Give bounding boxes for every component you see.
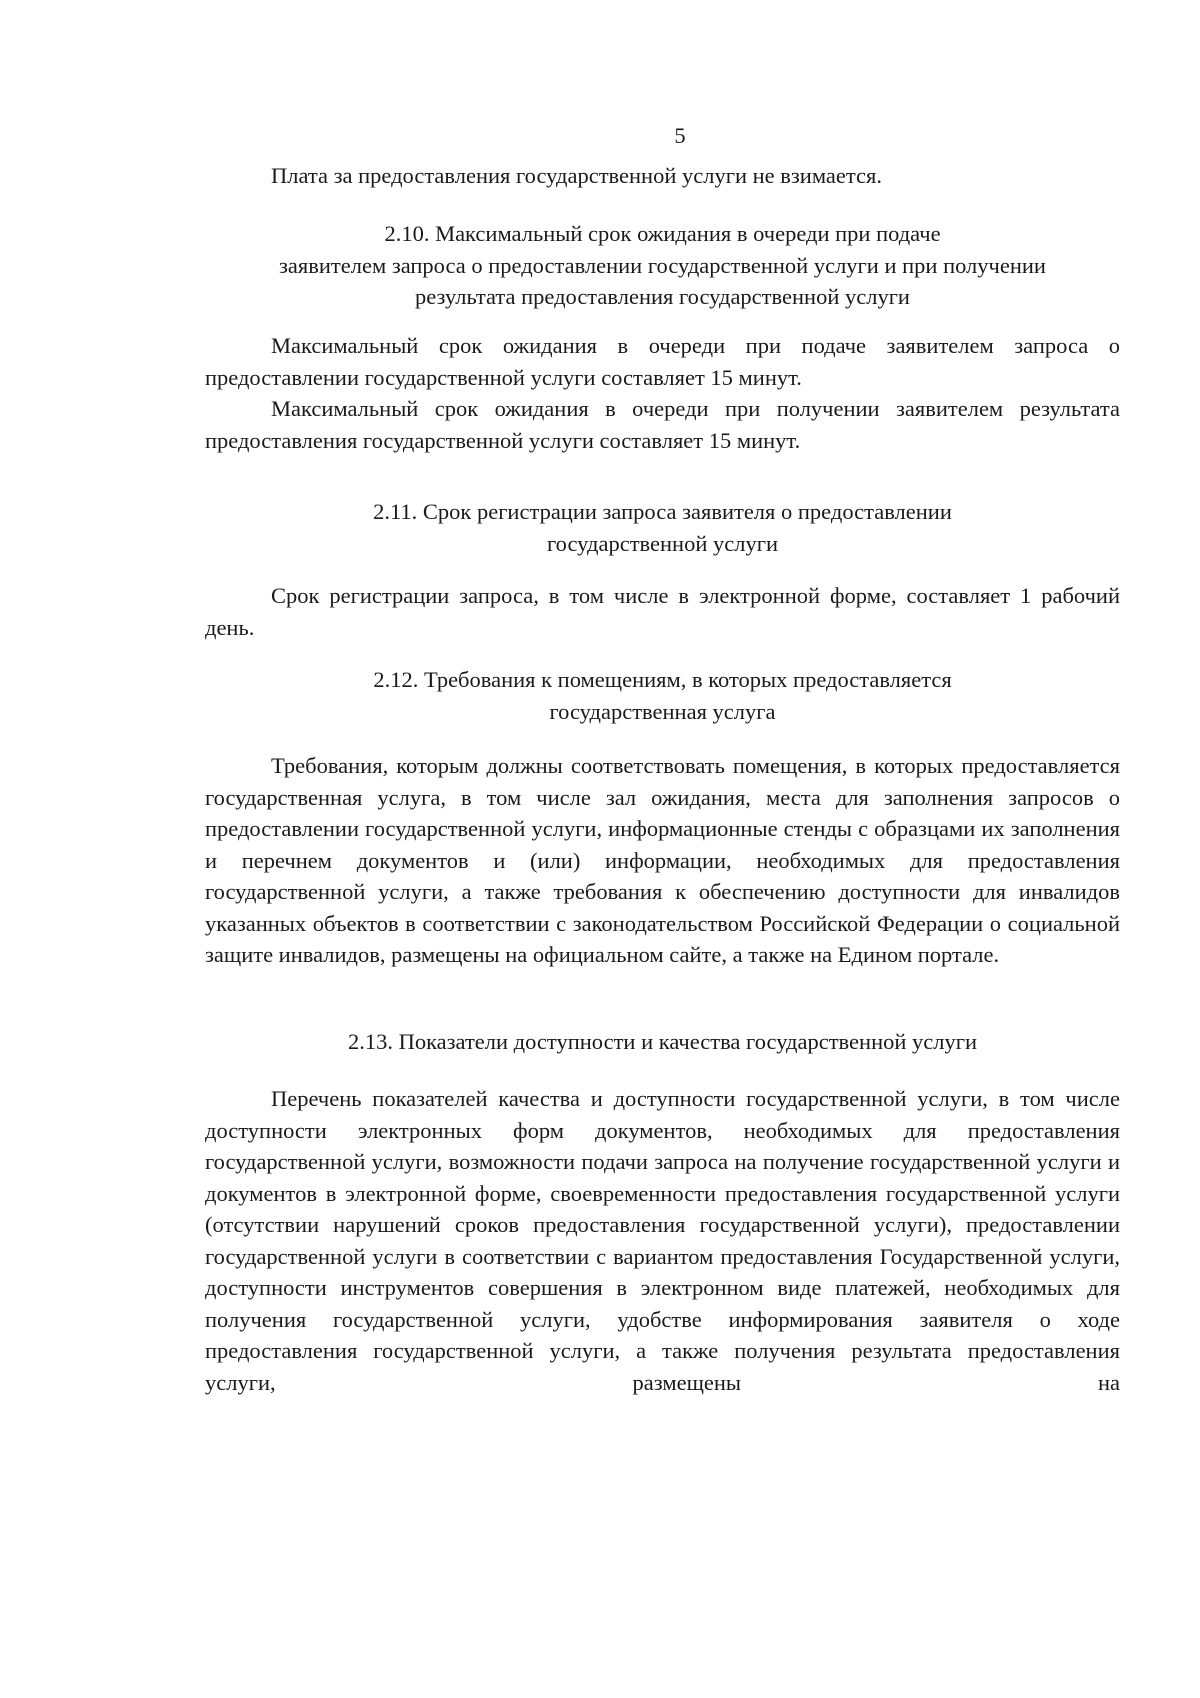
heading-line: государственная услуга xyxy=(549,698,776,724)
section-2-10-body xyxy=(205,330,1120,456)
heading-line: заявителем запроса о предоставлении государственной услуги и при получении xyxy=(279,252,1046,278)
heading-line: результата предоставления государственной услуги xyxy=(415,284,910,309)
paragraph: Перечень показателей качества и доступности государственной услуги, в том числе доступности электронных форм документов, необходимых для предоставления государственной услуги, возможности подачи запроса на получение государственной услуги и документов в электронной форме, своевременности предоставления государственной услуги (отсутствии нарушений сроков предоставления государственной услуги), предоставлении государственной услуги в соответствии с вариантом предоставления Государственной услуги, доступности инструментов совершения в электронном виде платежей, необходимых для получения государственной услуги, удобстве информирования заявителя о ходе предоставления государственной услуги, а также получения результата предоставления услуги, размещены на xyxy=(205,1086,1120,1395)
section-heading xyxy=(205,664,1120,727)
section-heading xyxy=(205,496,1120,559)
fee-note: Плата за предоставления государственной услуги не взимается. xyxy=(271,163,882,188)
document-page xyxy=(205,0,1120,1698)
section-heading xyxy=(205,218,1120,313)
page-number: 5 xyxy=(674,123,686,148)
paragraph: Срок регистрации запроса, в том числе в электронной форме, составляет 1 рабочий день. xyxy=(205,583,1120,640)
section-2-12-body xyxy=(205,750,1120,971)
section-2-11-heading xyxy=(205,496,1120,559)
heading-line: 2.10. Максимальный срок ожидания в очереди при подаче xyxy=(384,221,941,246)
section-2-10-heading xyxy=(205,218,1120,313)
paragraph: Максимальный срок ожидания в очереди при подаче заявителем запроса о предоставлении государственной услуги составляет 15 минут. xyxy=(205,333,1120,390)
section-2-13-heading xyxy=(205,1026,1120,1058)
heading-line: 2.13. Показатели доступности и качества государственной услуги xyxy=(347,1029,978,1054)
section-heading xyxy=(205,1026,1120,1058)
section-2-13-body xyxy=(205,1083,1120,1398)
heading-line: 2.11. Срок регистрации запроса заявителя о предоставлении xyxy=(373,499,952,524)
heading-line: государственной услуги xyxy=(547,530,778,556)
paragraph: Максимальный срок ожидания в очереди при получении заявителем результата предоставления государственной услуги составляет 15 минут. xyxy=(205,396,1120,453)
section-2-12-heading xyxy=(205,664,1120,727)
section-2-11-body xyxy=(205,580,1120,643)
paragraph: Требования, которым должны соответствовать помещения, в которых предоставляется государственная услуга, в том числе зал ожидания, места для заполнения запросов о предоставлении государственной услуги, информационные стенды с образцами их заполнения и перечнем документов и (или) информации, необходимых для предоставления государственной услуги, а также требования к обеспечению доступности для инвалидов указанных объектов в соответствии с законодательством Российской Федерации о социальной защите инвалидов, размещены на официальном сайте, а также на Едином портале. xyxy=(205,753,1120,967)
fee-note-block xyxy=(205,160,1120,192)
heading-line: 2.12. Требования к помещениям, в которых предоставляется xyxy=(373,667,952,692)
